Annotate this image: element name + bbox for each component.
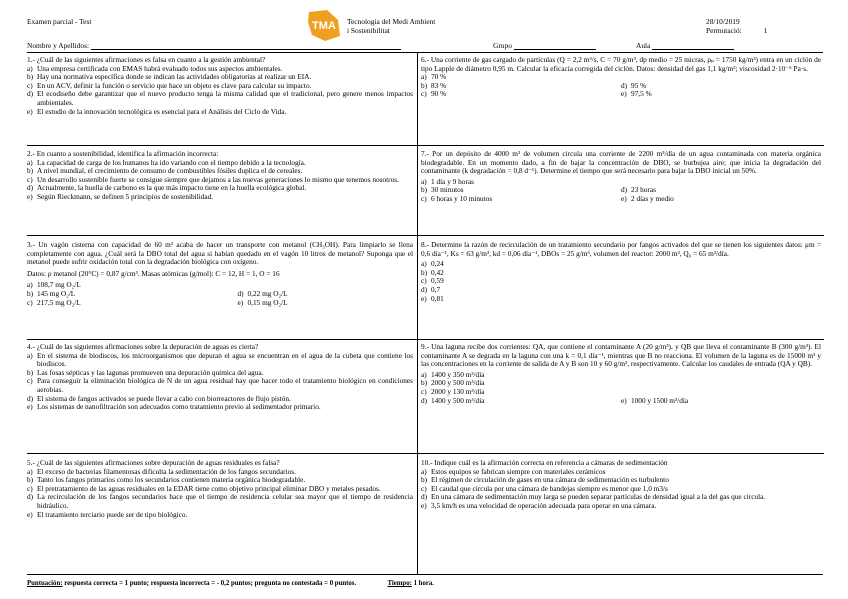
room-label: Aula — [636, 41, 651, 50]
option-b[interactable]: b) El régimen de circulación de gases en una cámara de sedimentación es turbulento — [421, 475, 669, 485]
header-divider — [27, 52, 823, 53]
logo-icon — [307, 8, 341, 42]
question-5 — [27, 459, 413, 519]
course-title — [347, 17, 435, 35]
option-c[interactable]: c) En un ACV, definir la función o servicio que hace un objeto es clave para calcular su impacto. — [27, 80, 312, 90]
option-e[interactable]: e) 2 días y medio — [621, 193, 674, 203]
question-data: Datos: ρ metanol (20°C) = 0,87 g/cm³. Masas atómicas (g/mol): C = 12, H = 1, O = 16 — [27, 268, 280, 278]
scoring-text: respuesta correcta = 1 punto; respuesta incorrecta = - 0,2 puntos; pregunta no contestada = 0 puntos. — [64, 580, 357, 587]
question-stem: 9.- Una laguna recibe dos corrientes: QA, que contiene el contaminante A (20 g/m³), y QB que lleva el contaminante B (300 g/m³). El contaminante A se degrada en la laguna con una k = 0,1 día⁻¹, mientras que B no reacciona. El volumen de la laguna es de 15000 m³ y las concentraciones en la corriente de salida de A y B son 10 y 60 g/m³, respectivamente. Calcular los caudales de entrada (QA y QB). — [421, 342, 821, 369]
option-d[interactable]: d) 95 % — [621, 80, 647, 90]
divider-q9 — [418, 453, 824, 454]
option-e[interactable]: e) Los sistemas de nanofiltración son adecuados como tratamiento previo al sedimentador primario. — [27, 402, 321, 412]
option-c[interactable]: c) El pretratamiento de las aguas residuales en la EDAR tiene como objetivo principal eliminar DBO y metales pesados. — [27, 483, 381, 493]
option-a[interactable]: a) 70 % — [421, 72, 447, 82]
question-stem: 8.- Determine la razón de recirculación de un tratamiento secundario por fangos activados del que se tienen los siguientes datos: μm = 0,6 día⁻¹, Ks = 63 g/m³, kd = 0,06 día⁻¹, DBOs = 25 g/m³, volumen del reactor: 2000 m³, Q₀ = 65 m³/día. — [421, 240, 821, 258]
option-e[interactable]: e) Según Rieckmann, se definen 5 principios de sostenibilidad. — [27, 191, 214, 201]
question-stem: 6.- Una corriente de gas cargado de partículas (Q = 2,2 m³/s, C = 70 g/m³, dp medio = 25 micras, ρₚ = 1750 kg/m³) entra en un ciclón de tipo Lapple de diámetro 0,95 m. Calcular la eficacia corregida del ciclón. Datos: densidad del gas 1,1 kg/m³; viscosidad 2·10⁻⁵ Pa·s. — [421, 55, 821, 73]
question-stem: 2.- En cuanto a sostenibilidad, identifica la afirmación incorrecta: — [27, 149, 219, 158]
question-stem: 1.- ¿Cuál de las siguientes afirmaciones es falsa en cuanto a la gestión ambiental? — [27, 55, 266, 64]
option-a[interactable]: a) En el sistema de biodiscos, los microorganismos que depuran el agua se encuentran en el agua de la cubeta que contiene los biodiscos. — [27, 350, 413, 369]
option-b[interactable]: b) 2000 y 500 m³/día — [421, 378, 485, 388]
question-stem: 3.- Un vagón cisterna con capacidad de 60 m³ acaba de hacer un transporte con metanol (CH₃OH). Para limpiarlo se llena completamente con agua. ¿Cuál será la DBO total del agua si habían quedado en el vagón 10 litros de metanol? Suponga que el metanol puede sufrir oxidación total con la degradación biológica con oxígeno. — [27, 240, 413, 267]
option-d[interactable]: d) La recirculación de los fangos secundarios hace que el tiempo de residencia celular sea mayor que el tiempo de residencia hidráulico. — [27, 492, 413, 510]
group-line[interactable] — [514, 49, 596, 50]
option-c[interactable]: c) 2000 y 130 m³/día — [421, 386, 485, 396]
option-b[interactable]: b) Hay una normativa específica donde se indican las actividades obligatorias al realizar un EIA. — [27, 72, 312, 82]
option-c[interactable]: c) 6 horas y 10 minutos — [421, 193, 493, 203]
option-d[interactable]: d) El sistema de fangos activados se puede llevar a cabo con biorreactores de flujo pistón. — [27, 393, 291, 403]
question-stem: 4.- ¿Cuál de las siguientes afirmaciones sobre la depuración de aguas es cierta? — [27, 342, 259, 351]
question-2 — [27, 150, 413, 202]
option-e[interactable]: e) El tratamiento terciario puede ser de tipo biológico. — [27, 509, 188, 519]
option-c[interactable]: c) 90 % — [421, 89, 447, 99]
logo-text: TMA — [312, 20, 336, 32]
name-label: Nombre y Apellidos: — [27, 41, 89, 50]
option-a[interactable]: a) El exceso de bacterias filamentosas dificulta la sedimentación de los fangos secundarios. — [27, 466, 296, 476]
permutation-value: 1 — [763, 26, 768, 35]
option-d[interactable]: d) 0,22 mg O₂/L — [237, 288, 288, 298]
divider-q4 — [27, 453, 417, 454]
option-c[interactable]: c) 217,5 mg O₂/L — [27, 297, 81, 307]
option-b[interactable]: b) Tanto los fangos primarios como los secundarios contienen materia orgánica biodegradable. — [27, 475, 306, 485]
question-7 — [421, 150, 821, 204]
option-e[interactable]: e) 3,5 km/h es una velocidad de operación adecuada para operar en una cámara. — [421, 500, 657, 510]
question-3 — [27, 241, 413, 307]
name-field[interactable] — [27, 41, 401, 50]
course-line-2: i Sostenibilitat — [347, 26, 390, 35]
option-b[interactable]: b) 0,42 — [421, 267, 444, 277]
option-a[interactable]: a) 1 día y 9 horas — [421, 176, 474, 186]
option-c[interactable]: c) Para conseguir la eliminación biológica de N de un agua residual hay que hacer todo el tratamiento biológico en condiciones aerobias. — [27, 376, 413, 394]
time-value: 1 hora. — [413, 580, 434, 587]
divider-q1 — [27, 145, 417, 146]
time-label: Tiempo: — [387, 580, 412, 587]
group-label: Grupo — [493, 41, 512, 50]
date-block — [706, 17, 767, 35]
divider-q6 — [418, 145, 824, 146]
question-1 — [27, 56, 413, 116]
option-a[interactable]: a) La capacidad de carga de los humanos ha ido variando con el tiempo debido a la tecnología. — [27, 157, 306, 167]
option-b[interactable]: b) 83 % — [421, 80, 447, 90]
option-a[interactable]: a) 1400 y 350 m³/día — [421, 369, 485, 379]
option-d[interactable]: d) 23 horas — [621, 185, 656, 195]
exam-title: Examen parcial - Test — [27, 17, 92, 26]
name-line[interactable] — [91, 49, 401, 50]
column-divider — [417, 52, 418, 574]
option-b[interactable]: b) 145 mg O₂/L — [27, 288, 76, 298]
exam-date: 28/10/2019 — [706, 17, 740, 26]
permutation-label: Permutació: — [706, 26, 742, 35]
question-6 — [421, 56, 821, 99]
question-10 — [421, 459, 821, 511]
course-line-1: Tecnologia del Medi Ambient — [347, 17, 436, 26]
question-stem: 5.- ¿Cuál de las siguientes afirmaciones sobre depuración de aguas residuales es falsa? — [27, 458, 280, 467]
question-8 — [421, 241, 821, 303]
option-d[interactable]: d) Actualmente, la huella de carbono es la que más impacto tiene en la huella ecológica global. — [27, 183, 307, 193]
option-c[interactable]: c) El caudal que circula por una cámara de bandejas siempre es menor que 1,0 m3/s — [421, 483, 668, 493]
option-e[interactable]: e) 0,81 — [421, 293, 444, 303]
option-d[interactable]: d) 0,7 — [421, 284, 441, 294]
option-c[interactable]: c) 0,59 — [421, 276, 444, 286]
divider-q7 — [418, 235, 824, 236]
group-field[interactable] — [493, 41, 596, 50]
option-b[interactable]: b) Las fosas sépticas y las lagunas promueven una depuración química del agua. — [27, 367, 264, 377]
room-line[interactable] — [652, 49, 734, 50]
divider-q2 — [27, 235, 417, 236]
option-d[interactable]: d) En una cámara de sedimentación muy larga se pueden separar partículas de densidad igual a la del gas que circula. — [421, 492, 766, 502]
option-d[interactable]: d) 1400 y 500 m³/día — [421, 395, 485, 405]
scoring-label: Puntuación: — [27, 580, 63, 587]
option-e[interactable]: e) 97,5 % — [621, 89, 652, 99]
footer-divider — [27, 574, 823, 575]
option-a[interactable]: a) Estos equipos se fabrican siempre con materiales cerámicos — [421, 466, 606, 476]
tma-logo — [307, 8, 341, 42]
option-e[interactable]: e) El estudio de la innovación tecnológica es esencial para el Análisis del Ciclo de Vida. — [27, 106, 287, 116]
option-a[interactable]: a) 108,7 mg O₂/L — [27, 280, 81, 290]
option-c[interactable]: c) Un desarrollo sostenible fuerte se consigue siempre que dejamos a las nuevas generaciones lo mismo que tenemos nosotros. — [27, 174, 399, 184]
divider-q8 — [418, 339, 824, 340]
option-b[interactable]: b) A nivel mundial, el crecimiento de consumo de combustibles fósiles duplica el de cereales. — [27, 166, 303, 176]
option-e[interactable]: e) 1000 y 1500 m³/día — [621, 395, 689, 405]
question-4 — [27, 343, 413, 412]
option-d[interactable]: d) El ecodiseño debe garantizar que el nuevo producto tenga la misma calidad que el tradicional, pero genere menos impactos ambientales. — [27, 89, 413, 107]
footer — [27, 580, 434, 587]
option-a[interactable]: a) 0,24 — [421, 259, 444, 269]
question-stem: 10.- Indique cuál es la afirmación correcta en referencia a cámaras de sedimentación — [421, 458, 668, 467]
option-a[interactable]: a) Una empresa certificada con EMAS habrá evaluado todos sus aspectos ambientales. — [27, 63, 283, 73]
divider-q3 — [27, 339, 417, 340]
option-e[interactable]: e) 0,15 mg O₂/L — [237, 297, 288, 307]
question-stem: 7.- Por un depósito de 4000 m³ de volumen circula una corriente de 2200 m³/día de un agua contaminada con materia orgánica biodegradable. En un momento dado, a fin de bajar la concentración de DBO, se burbujea aire; que inicia la degradación del contaminante (k degradación = 0,8 d⁻¹). Determine el tiempo que será necesario para bajar la DBO inicial un 50%. — [421, 149, 821, 176]
question-9 — [421, 343, 821, 405]
option-b[interactable]: b) 30 minutos — [421, 185, 464, 195]
room-field[interactable] — [636, 41, 734, 50]
